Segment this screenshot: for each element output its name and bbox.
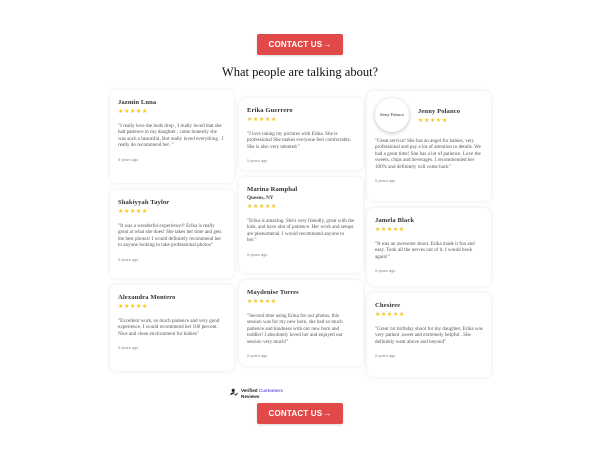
star-rating: ★★★★★ xyxy=(247,299,277,305)
arrow-right-icon: → xyxy=(323,40,332,49)
avatar: Jenny Polanco xyxy=(375,98,409,132)
star-rating: ★★★★★ xyxy=(118,109,148,115)
review-time: 5 years ago xyxy=(247,158,268,164)
reviews-column-2 xyxy=(239,98,363,373)
star-rating: ★★★★★ xyxy=(418,118,448,124)
review-text: "Excellent work, so much patience and very good experience. I would recommend her 100 percent. Nice and clean environment for babies" xyxy=(118,318,220,337)
reviewer-location: Queens, NY xyxy=(247,195,274,201)
star-rating: ★★★★★ xyxy=(247,204,277,210)
review-card xyxy=(367,293,491,377)
verified-text xyxy=(241,388,283,400)
review-card xyxy=(239,98,363,170)
star-rating: ★★★★★ xyxy=(118,304,148,310)
reviewer-name: Jenny Polanco xyxy=(418,108,461,115)
review-text: "I really love the buds drop , I really loved that she had patience to my daughter , came honestly she was such a beautiful, But really loved everything . I really do recommend her ." xyxy=(118,123,224,149)
contact-us-label: CONTACT US xyxy=(268,409,323,418)
review-card xyxy=(239,177,363,273)
star-rating: ★★★★★ xyxy=(375,227,405,233)
review-time: 5 years ago xyxy=(375,178,396,184)
review-text: "Great 1st birthday shoot for my daughter, Erika was very patient ,sweet and extremely helpful . She definitely went above and beyond" xyxy=(375,326,483,345)
reviewer-name: Jazmin Luna xyxy=(118,99,157,106)
arrow-right-icon: → xyxy=(323,409,332,418)
review-text: "It was a wonderful experience!! Erika is really great at what she does! She takes her time and gets the best photos! I would definitely recommend her to anyone looking to take professional photos" xyxy=(118,223,222,249)
review-time: 5 years ago xyxy=(118,345,139,351)
review-card xyxy=(367,91,491,201)
reviewer-name: Chesiree xyxy=(375,302,401,309)
verified-reviews-badge xyxy=(230,388,283,400)
review-text: "I love taking my pictures with Erika. She is professional She makes everyone feel comfortable. She is also very talented." xyxy=(247,131,352,150)
reviews-column-3 xyxy=(367,91,491,384)
reviewer-name: Erika Guerrero xyxy=(247,107,293,114)
reviewer-name: Jamela Black xyxy=(375,217,415,224)
star-rating: ★★★★★ xyxy=(247,117,277,123)
review-time: 5 years ago xyxy=(375,353,396,359)
review-text: "Second time using Erika for our photos, this session was for my new born, she had so much patience and kindness with our new born and toddler! I absolutely loved her and enjoyed our session very much!" xyxy=(247,313,343,345)
review-time: 5 years ago xyxy=(247,251,268,257)
reviewer-name: Marina Ramphal xyxy=(247,186,298,193)
review-time: 5 years ago xyxy=(118,156,139,162)
review-card xyxy=(239,280,363,366)
user-check-icon xyxy=(230,388,238,396)
reviewer-meta xyxy=(418,108,460,124)
reviews-column-1 xyxy=(110,90,234,378)
star-rating: ★★★★★ xyxy=(375,312,405,318)
review-card xyxy=(110,285,234,371)
contact-us-button-top[interactable] xyxy=(257,34,343,55)
reviewer-name: Maydenise Torres xyxy=(247,289,299,296)
review-card xyxy=(110,90,234,183)
star-rating: ★★★★★ xyxy=(118,209,148,215)
review-time: 5 years ago xyxy=(375,268,396,274)
contact-us-label: CONTACT US xyxy=(268,40,323,49)
review-text: "Erika is amazing. She's very friendly, great with the kids, and have alot of patience. Her work and setups are phenomenal. I would recommend anyone to her." xyxy=(247,218,355,244)
reviewer-name: Alexandra Montero xyxy=(118,294,176,301)
contact-us-button-bottom[interactable] xyxy=(257,403,343,424)
reviewer-name: Shakiyyah Taylor xyxy=(118,199,170,206)
verified-accent: Customers xyxy=(258,388,283,393)
reviewer-header xyxy=(375,100,483,132)
review-card xyxy=(110,190,234,278)
verified-suffix: Reviews xyxy=(241,394,260,400)
review-time: 5 years ago xyxy=(247,353,268,359)
review-text: "It was an awesome shoot. Erika made it fun and easy. Took all the nerves out of it. I would book again!" xyxy=(375,241,475,260)
review-text: "Great service! She has an angel for babies, very professional and pay a lot of attention to details. We had a great time! She has a lot of patience. Love the sweets, chips and beverages. I recommended her 100% and definitely will come back" xyxy=(375,138,481,170)
verified-prefix: Verified xyxy=(241,388,258,393)
section-heading: What people are talking about? xyxy=(221,65,379,79)
review-card xyxy=(367,208,491,286)
review-time: 5 years ago xyxy=(118,256,139,262)
